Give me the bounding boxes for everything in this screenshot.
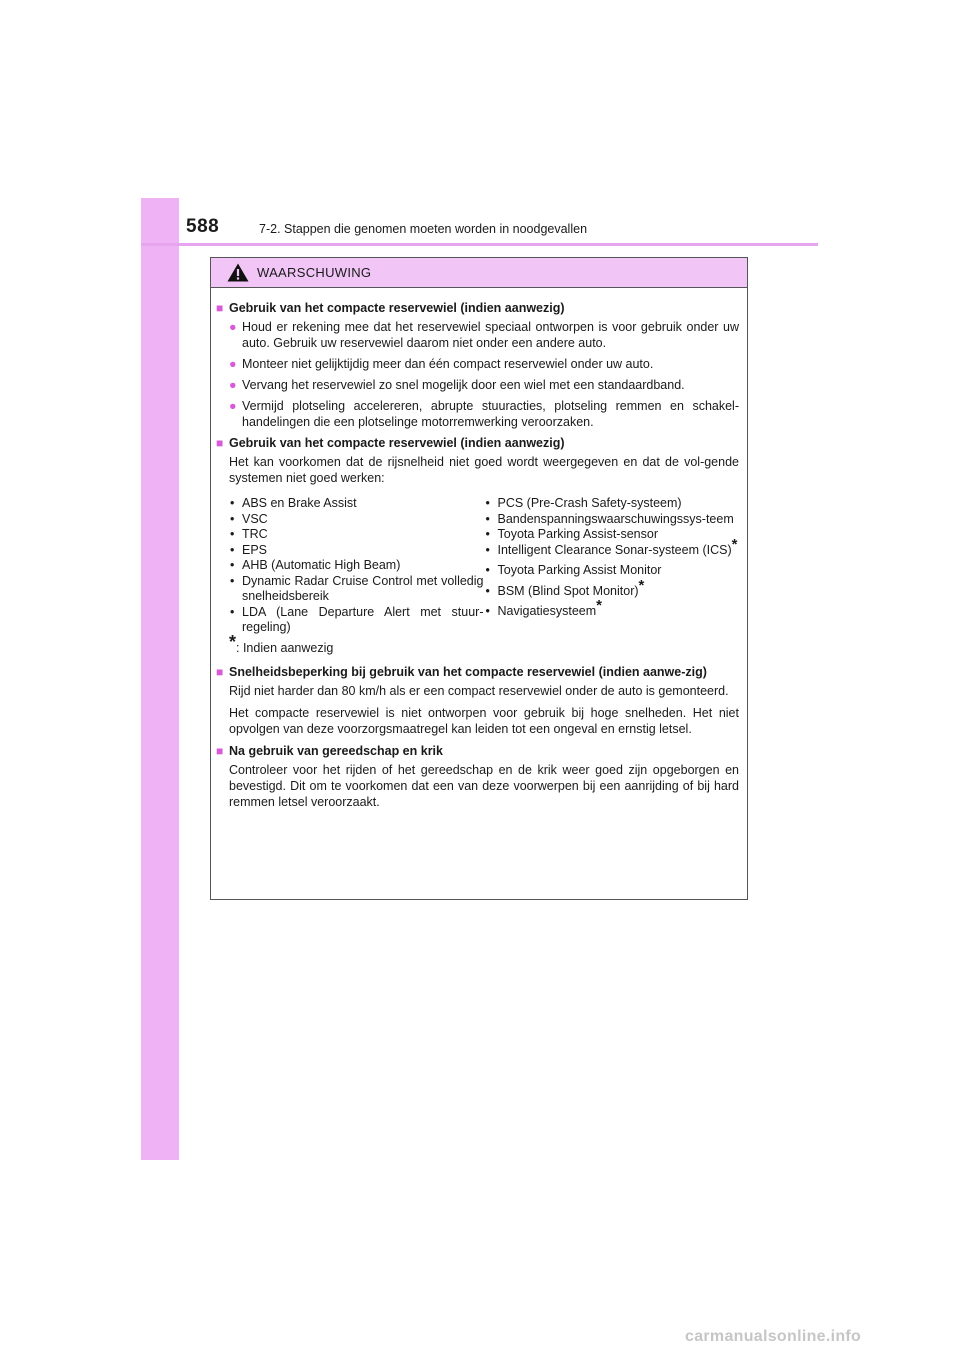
section-paragraph: Het kan voorkomen dat de rijsnelheid niet goed wordt weergegeven en dat de vol-gende systemen niet goed werken: bbox=[229, 455, 739, 485]
section-heading: ■ Na gebruik van gereedschap en krik bbox=[216, 743, 443, 758]
circle-bullet-icon: ● bbox=[229, 357, 237, 371]
list-item: • Bandenspanningswaarschuwingssys-teem bbox=[485, 511, 734, 526]
section-paragraph: Controleer voor het rijden of het gereedschap en de krik weer goed zijn opgeborgen en bevestigd. Dit om te voorkomen dat een van deze voorwerpen bij een aanrijding of bij hard remmen letsel veroorzaakt. bbox=[229, 762, 739, 809]
bullet-item: ● Vermijd plotseling accelereren, abrupte stuuracties, plotseling remmen en schakel-handelingen die een plotselinge motorremwerking veroorzaken. bbox=[229, 399, 739, 429]
square-bullet-icon: ■ bbox=[216, 301, 224, 315]
warning-triangle-icon bbox=[227, 263, 249, 282]
warning-header bbox=[211, 258, 747, 288]
footnote-star: * bbox=[731, 535, 738, 553]
page-number: 588 bbox=[186, 216, 220, 237]
list-item: • EPS bbox=[230, 542, 268, 557]
list-item: • VSC bbox=[230, 511, 268, 526]
square-bullet-icon: ■ bbox=[216, 743, 224, 758]
systems-list-right bbox=[486, 496, 740, 636]
systems-list-left bbox=[230, 496, 484, 636]
warning-body bbox=[211, 288, 747, 810]
warning-title: WAARSCHUWING bbox=[257, 265, 372, 280]
list-item: • ABS en Brake Assist bbox=[230, 496, 357, 510]
circle-bullet-icon: ● bbox=[229, 320, 237, 334]
list-item: • Toyota Parking Assist Monitor bbox=[485, 563, 662, 577]
list-item: • BSM (Blind Spot Monitor)* bbox=[485, 576, 645, 598]
chapter-side-bar bbox=[141, 198, 179, 1160]
warning-box bbox=[210, 257, 748, 900]
list-item: • Navigatiesysteem* bbox=[485, 597, 602, 618]
list-item: • PCS (Pre-Crash Safety-systeem) bbox=[485, 496, 682, 510]
header-rule bbox=[141, 243, 818, 246]
list-item: • TRC bbox=[230, 527, 268, 541]
section-paragraph: Het compacte reservewiel is niet ontworpen voor gebruik bij hoge snelheden. Het niet opvolgen van deze voorzorgsmaatregel kan leiden tot een ongeval en ernstig letsel. bbox=[229, 705, 739, 736]
systems-columns bbox=[216, 496, 739, 636]
section-heading: ■ Snelheidsbeperking bij gebruik van het compacte reservewiel (indien aanwe-zig) bbox=[216, 664, 707, 679]
bullet-item: ● Houd er rekening mee dat het reservewiel speciaal ontworpen is voor gebruik onder uw auto. Gebruik uw reservewiel daarom niet onder een andere auto. bbox=[229, 320, 739, 350]
section-heading: ■ Gebruik van het compacte reservewiel (indien aanwezig) bbox=[216, 301, 565, 315]
section-heading: ■ Gebruik van het compacte reservewiel (indien aanwezig) bbox=[216, 436, 565, 450]
list-item: • Intelligent Clearance Sonar-systeem (ICS)* bbox=[485, 535, 738, 557]
footnote-star: * bbox=[229, 631, 237, 652]
bullet-item: ● Vervang het reservewiel zo snel mogelijk door een wiel met een standaardband. bbox=[229, 378, 685, 392]
square-bullet-icon: ■ bbox=[216, 436, 224, 450]
footnote-star: * bbox=[596, 597, 602, 614]
section-title: 7-2. Stappen die genomen moeten worden in noodgevallen bbox=[259, 222, 588, 236]
list-item: • AHB (Automatic High Beam) bbox=[230, 558, 401, 572]
watermark: carmanualsonline.info bbox=[685, 1328, 862, 1345]
bullet-item: ● Monteer niet gelijktijdig meer dan één compact reservewiel onder uw auto. bbox=[229, 357, 654, 371]
footnote-star: * bbox=[638, 576, 645, 594]
footnote: *: Indien aanwezig bbox=[229, 631, 334, 655]
section-paragraph: Rijd niet harder dan 80 km/h als er een compact reservewiel onder de auto is gemonteerd. bbox=[229, 683, 729, 698]
circle-bullet-icon: ● bbox=[229, 399, 237, 413]
list-item: • LDA (Lane Departure Alert met stuur-regeling) bbox=[230, 604, 484, 634]
square-bullet-icon: ■ bbox=[216, 664, 224, 679]
list-item: • Dynamic Radar Cruise Control met volledig snelheidsbereik bbox=[230, 573, 484, 603]
circle-bullet-icon: ● bbox=[229, 378, 237, 392]
list-item: • Toyota Parking Assist-sensor bbox=[485, 527, 658, 541]
